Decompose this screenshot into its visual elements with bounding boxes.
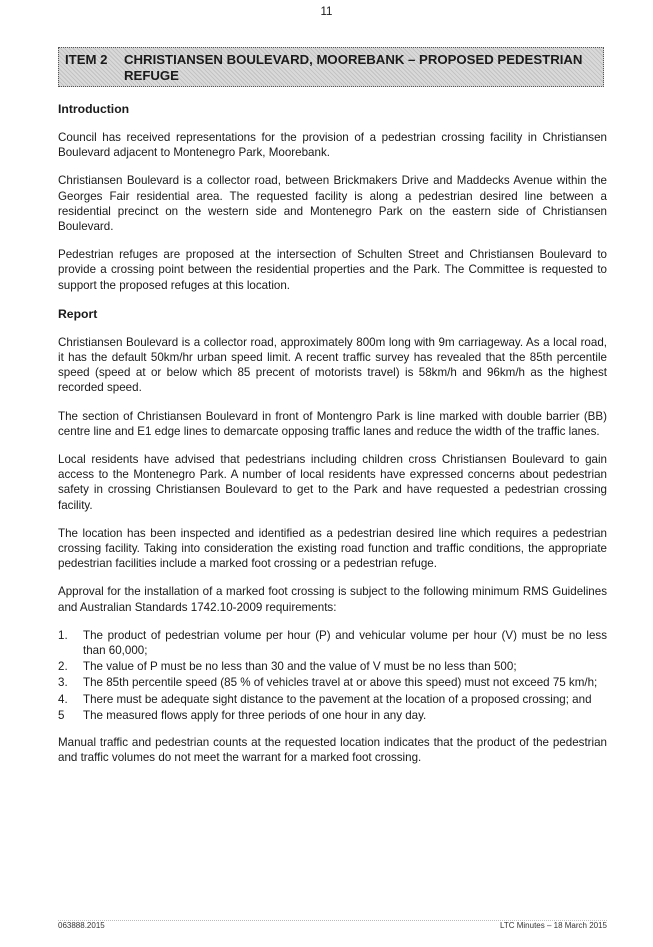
requirement-item	[58, 708, 607, 723]
requirement-number: 1.	[58, 628, 68, 642]
report-paragraph: The location has been inspected and identified as a pedestrian desired line which requires a pedestrian crossing facility. Taking into consideration the existing road function and traffic conditions, the appropriate pedestrian facilities include a marked foot crossing or a pedestrian refuge.	[58, 526, 607, 571]
introduction-paragraph: Pedestrian refuges are proposed at the intersection of Schulten Street and Christiansen Boulevard to provide a crossing point between the residential properties and the Park. The Committee is requested to support the proposed refuges at this location.	[58, 248, 607, 292]
report-paragraph: Approval for the installation of a marked foot crossing is subject to the following minimum RMS Guidelines and Australian Standards 1742.10-2009 requirements:	[58, 585, 607, 614]
requirement-number: 2.	[58, 660, 68, 674]
requirement-text: The value of P must be no less than 30 and the value of V must be no less than 500;	[83, 660, 517, 674]
requirement-number: 4.	[58, 692, 68, 706]
item-label: ITEM 2	[65, 52, 108, 67]
report-paragraph: Christiansen Boulevard is a collector road, approximately 800m long with 9m carriageway. As a local road, it has the default 50km/hr urban speed limit. A recent traffic survey has revealed that the 85th percentile speed (speed at or below which 85 precent of motorists travel) is 58km/h and 96km/h as the highest recorded speed.	[58, 335, 607, 395]
introduction-paragraph: Christiansen Boulevard is a collector road, between Brickmakers Drive and Maddecks Avenue within the Georges Fair residential area. The requested facility is along a pedestrian desired line between a residential precinct on the western side and Montenegro Park on the eastern side of Christiansen Boulevard.	[58, 174, 607, 234]
requirement-text: The 85th percentile speed (85 % of vehicles travel at or above this speed) must not exceed 75 km/h;	[83, 676, 598, 690]
introduction-heading: Introduction	[58, 102, 130, 116]
footer-reference: 063888.2015	[58, 921, 105, 930]
introduction-paragraph: Council has received representations for the provision of a pedestrian crossing facility in Christiansen Boulevard adjacent to Montenegro Park, Moorebank.	[58, 131, 607, 160]
report-heading: Report	[58, 306, 98, 321]
requirement-text: The product of pedestrian volume per hour (P) and vehicular volume per hour (V) must be no less than 60,000;	[83, 628, 607, 658]
report-paragraph: The section of Christiansen Boulevard in front of Montengro Park is line marked with double barrier (BB) centre line and E1 edge lines to demarcate opposing traffic lanes and reduce the width of the traffic lanes.	[58, 409, 607, 438]
requirement-text: There must be adequate sight distance to the pavement at the location of a proposed crossing; and	[83, 692, 592, 706]
page-number: 11	[320, 6, 333, 18]
requirement-text: The measured flows apply for three periods of one hour in any day.	[83, 708, 427, 722]
requirement-item	[58, 692, 607, 707]
document-body	[58, 101, 607, 779]
requirement-item	[58, 659, 607, 674]
item-title: CHRISTIANSEN BOULEVARD, MOOREBANK – PROPOSED PEDESTRIAN REFUGE	[124, 52, 583, 83]
requirement-number: 5	[58, 708, 65, 722]
requirement-item	[58, 675, 607, 690]
item-header	[58, 47, 604, 87]
requirements-list	[58, 628, 607, 723]
requirement-item	[58, 628, 607, 658]
requirement-number: 3.	[58, 676, 68, 690]
closing-paragraph: Manual traffic and pedestrian counts at the requested location indicates that the product of the pedestrian and traffic volumes do not meet the warrant for a marked foot crossing.	[58, 736, 607, 765]
footer-minutes-label: LTC Minutes – 18 March 2015	[499, 921, 607, 930]
report-paragraph: Local residents have advised that pedestrians including children cross Christiansen Boulevard to gain access to the Montenegro Park. A number of local residents have expressed concerns about pedestrian safety in crossing Christiansen Boulevard to get to the Park and have requested a pedestrian crossing facility.	[58, 453, 607, 512]
